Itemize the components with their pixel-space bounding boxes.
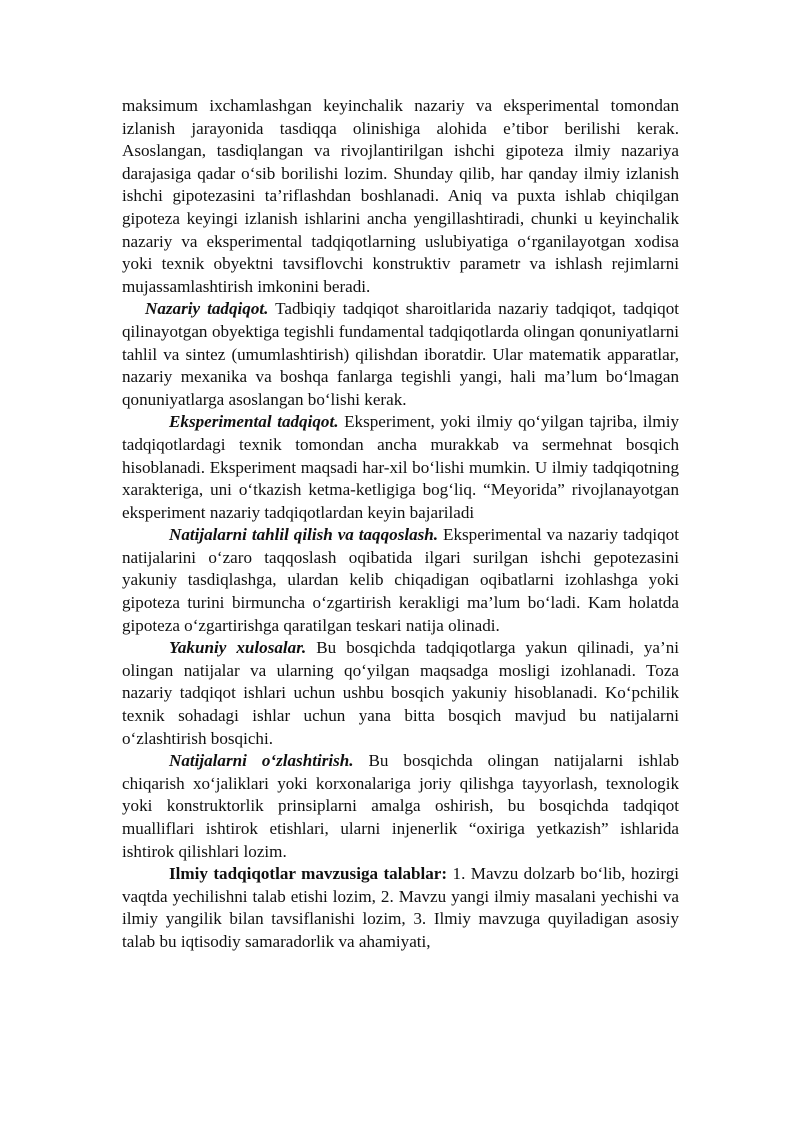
paragraph-analysis-comparison	[122, 524, 679, 637]
document-page	[122, 95, 679, 954]
paragraph-final-conclusions	[122, 637, 679, 750]
paragraph-heading: Nazariy tadqiqot.	[145, 299, 269, 319]
paragraph-topic-requirements	[122, 863, 679, 953]
paragraph-text: Bu bosqichda tadqiqotlarga yakun qilinadi, ya’ni olingan natijalar va ularning qo‘yilgan maqsadga mosligi izohlanadi. Toza nazariy tadqiqot ishlari uchun ushbu bosqich yakuniy hisoblanadi. Ko‘pchilik texnik sohadagi ishlar uchun yana bitta bosqich mavjud bu natijalarni o‘zlashtirish bosqichi.	[122, 638, 680, 748]
paragraph-theoretical-research	[122, 298, 679, 411]
paragraph-text: Tadbiqiy tadqiqot sharoitlarida nazariy tadqiqot, tadqiqot qilinayotgan obyektiga tegishli fundamental tadqiqotlarda olingan qonuniyatlarni tahlil va sintez (umumlashtirish) qilishdan iboratdir. Ular matematik apparatlar, nazariy mexanika va boshqa fanlarga tegishli yangi, hali ma’lum bo‘lmagan qonuniyatlarga asoslangan bo‘lishi kerak.	[122, 299, 679, 409]
paragraph-heading: Yakuniy xulosalar.	[169, 638, 307, 658]
paragraph-heading: Natijalarni o‘zlashtirish.	[169, 751, 354, 771]
paragraph-text: maksimum ixchamlashgan keyinchalik nazariy va eksperimental tomondan izlanish jarayonida tasdiqqa olinishiga alohida e’tibor berilishi kerak. Asoslangan, tasdiqlangan va rivojlantirilgan ishchi gipoteza ilmiy nazariya darajasiga qadar o‘sib borilishi lozim. Shunday qilib, har qanday ilmiy izlanish ishchi gipotezasini ta’riflashdan boshlanadi. Aniq va puxta ishlab chiqilgan gipoteza keyingi izlanish ishlarini ancha yengillashtiradi, chunki u keyinchalik nazariy va eksperimental tadqiqotlarning uslubiyatiga o‘rganilayotgan xodisa yoki texnik obyektni tavsiflovchi konstruktiv parametr va ishlash rejimlarni mujassamlashtirish imkonini beradi.	[122, 96, 679, 296]
paragraph-text: Eksperimental va nazariy tadqiqot natijalarini o‘zaro taqqoslash oqibatida ilgari surilgan ishchi gepotezasini yakuniy tasdiqlashga, ulardan kelib chiqadigan oqibatlarni izohlashga yoki gipoteza turini birmuncha o‘zgartirish kerakligi ma’lum bo‘ladi. Kam holatda gipoteza o‘zgartirishga qaratilgan teskari natija olinadi.	[122, 525, 679, 635]
paragraph-heading: Natijalarni tahlil qilish va taqqoslash.	[169, 525, 439, 545]
paragraph-text: Eksperiment, yoki ilmiy qo‘yilgan tajriba, ilmiy tadqiqotlardagi texnik tomondan ancha murakkab va sermehnat bosqich hisoblanadi. Eksperiment maqsadi har-xil bo‘lishi mumkin. U ilmiy tadqiqotning xarakteriga, uni o‘tkazish ketma-ketligiga bog‘liq. “Meyorida” rivojlanayotgan eksperiment nazariy tadqiqotlardan keyin bajariladi	[122, 412, 679, 522]
paragraph-text: Bu bosqichda olingan natijalarni ishlab chiqarish xo‘jaliklari yoki korxonalariga joriy qilishga tayyorlash, texnologik yoki konstruktorlik prinsiplarni amalga oshirish, bu bosqichda tadqiqot mualliflari ishtirok etishlari, ularni injenerlik “oxiriga yetkazish” ishlarida ishtirok qilishlari lozim.	[122, 751, 679, 861]
paragraph-experimental-research	[122, 411, 679, 524]
paragraph-heading: Ilmiy tadqiqotlar mavzusiga talablar:	[169, 864, 448, 884]
paragraph-heading: Eksperimental tadqiqot.	[169, 412, 339, 432]
paragraph-text: 1. Mavzu dolzarb bo‘lib, hozirgi vaqtda yechilishni talab etishi lozim, 2. Mavzu yangi ilmiy masalani yechishi va ilmiy yangilik bilan tavsiflanishi lozim, 3. Ilmiy mavzuga quyiladigan asosiy talab bu iqtisodiy samaradorlik va ahamiyati,	[122, 864, 679, 951]
paragraph-hypothesis-continuation	[122, 95, 679, 298]
paragraph-results-adoption	[122, 750, 679, 863]
